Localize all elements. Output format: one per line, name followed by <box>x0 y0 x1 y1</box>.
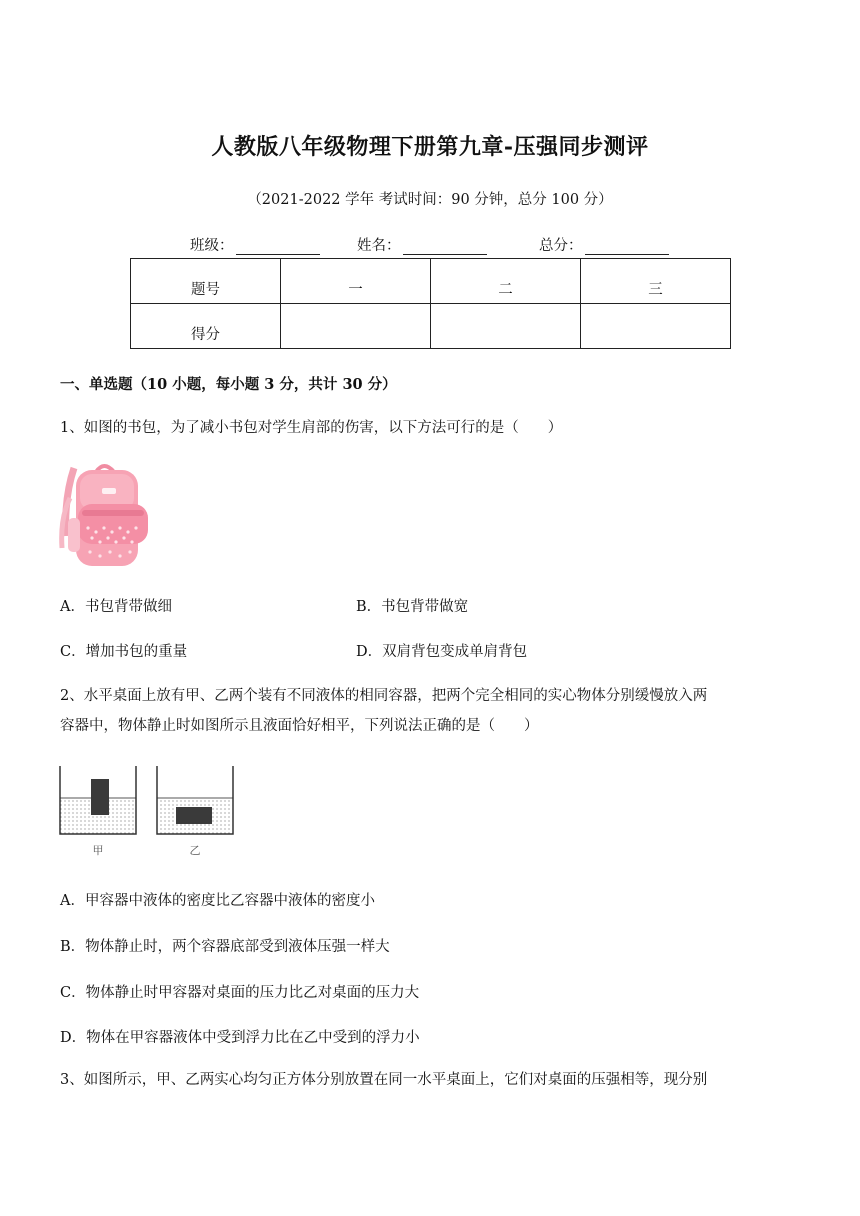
q1-option-c[interactable]: C．增加书包的重量 <box>60 644 188 660</box>
table-cell: 一 <box>281 259 431 304</box>
containers-diagram <box>56 764 238 860</box>
total-field[interactable] <box>539 234 669 255</box>
question-3-stem-line1: 3、如图所示，甲、乙两实心均匀正方体分别放置在同一水平桌面上，它们对桌面的压强相等，现分别 <box>60 1072 708 1088</box>
q2-option-c[interactable]: C．物体静止时甲容器对桌面的压力比乙对桌面的压力大 <box>60 985 420 1001</box>
table-row <box>131 304 731 349</box>
q2-option-d[interactable]: D．物体在甲容器液体中受到浮力比在乙中受到的浮力小 <box>60 1030 420 1046</box>
q2-option-b[interactable]: B．物体静止时，两个容器底部受到液体压强一样大 <box>60 939 390 955</box>
q1-option-d[interactable]: D．双肩背包变成单肩背包 <box>356 644 528 660</box>
score-table <box>130 258 731 349</box>
class-label: 班级： <box>190 238 234 254</box>
class-field[interactable] <box>190 234 320 255</box>
name-label: 姓名： <box>357 238 401 254</box>
name-field[interactable] <box>357 234 487 255</box>
table-row <box>131 259 731 304</box>
question-2-stem-line1: 2、水平桌面上放有甲、乙两个装有不同液体的相同容器，把两个完全相同的实心物体分别缓慢放入两 <box>60 688 708 704</box>
q2-option-a[interactable]: A．甲容器中液体的密度比乙容器中液体的密度小 <box>60 893 375 909</box>
score-cell[interactable] <box>431 304 581 349</box>
container-label-jia: 甲 <box>92 844 104 857</box>
q1-option-a[interactable]: A．书包背带做细 <box>60 599 172 615</box>
table-cell: 三 <box>581 259 731 304</box>
table-cell: 二 <box>431 259 581 304</box>
score-cell[interactable] <box>581 304 731 349</box>
total-label: 总分： <box>539 238 583 254</box>
container-label-yi: 乙 <box>189 844 201 857</box>
total-blank[interactable] <box>585 239 669 255</box>
backpack-image <box>56 458 152 570</box>
q1-option-b[interactable]: B．书包背带做宽 <box>356 599 469 615</box>
table-cell: 得分 <box>131 304 281 349</box>
score-cell[interactable] <box>281 304 431 349</box>
question-1-stem: 1、如图的书包，为了减小书包对学生肩部的伤害，以下方法可行的是（ ） <box>60 420 563 436</box>
class-blank[interactable] <box>236 239 320 255</box>
name-blank[interactable] <box>403 239 487 255</box>
section-heading: 一、单选题（10 小题，每小题 3 分，共计 30 分） <box>60 376 397 393</box>
question-2-stem-line2: 容器中，物体静止时如图所示且液面恰好相平，下列说法正确的是（ ） <box>60 718 539 734</box>
exam-info: （2021-2022 学年 考试时间：90 分钟，总分 100 分） <box>247 192 613 208</box>
table-cell: 题号 <box>131 259 281 304</box>
page-title: 人教版八年级物理下册第九章-压强同步测评 <box>211 134 649 160</box>
